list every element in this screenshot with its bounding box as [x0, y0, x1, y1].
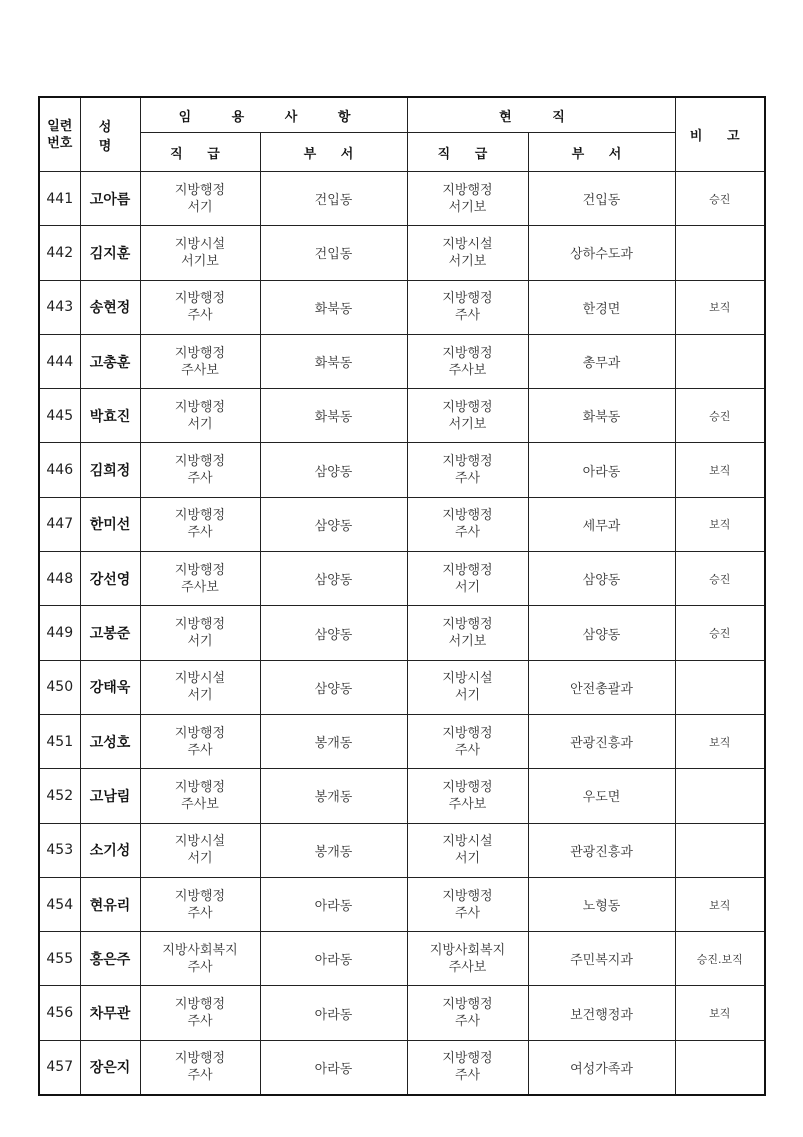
appointment-dept-cell: [260, 1040, 407, 1095]
appointment-rank-cell-text: 주사: [187, 905, 213, 921]
appointment-dept-cell-text: 화북동: [314, 356, 353, 372]
name-cell-text: 홍은주: [89, 951, 131, 968]
appointment-rank-cell-text: 지방행정: [174, 617, 226, 633]
current-rank-cell: [407, 877, 528, 931]
table-row: [39, 986, 765, 1040]
serial-number-cell-text: 450: [46, 679, 74, 696]
current-rank-cell-text: 주사: [454, 1068, 481, 1084]
note-cell-text: 승진: [709, 627, 731, 641]
appointment-rank-cell-text: 주사: [187, 742, 213, 758]
current-rank-cell-text: 서기: [454, 579, 481, 595]
current-rank-cell-text: 서기보: [448, 199, 487, 215]
name-cell: [80, 877, 140, 931]
appointment-dept-cell: [260, 443, 407, 497]
appointment-rank-cell-text: 주사: [187, 471, 213, 487]
current-dept-cell: [528, 172, 675, 226]
table-body: [39, 172, 765, 1096]
appointment-dept-cell: [260, 280, 407, 334]
serial-header-line1: 일련: [47, 118, 73, 134]
serial-number-cell-text: 446: [46, 462, 74, 479]
appointment-rank-cell-text: 주사보: [181, 579, 219, 595]
name-header: 성 명: [80, 97, 140, 172]
appointment-dept-cell-text: 화북동: [314, 410, 353, 426]
appointment-rank-cell-text: 서기: [187, 688, 213, 704]
appointment-dept-cell: [260, 932, 407, 986]
current-dept-cell-text: 주민복지과: [570, 953, 633, 969]
appointment-dept-cell: [260, 986, 407, 1040]
serial-number-cell-text: 447: [46, 516, 74, 533]
serial-number-cell: [39, 497, 80, 551]
appointment-dept-cell: [260, 606, 407, 660]
appointment-dept-cell-text: 아라동: [314, 1061, 353, 1077]
serial-number-cell-text: 455: [46, 950, 74, 967]
current-rank-cell-text: 서기보: [448, 634, 487, 650]
serial-number-cell: [39, 769, 80, 823]
current-dept-cell: [528, 280, 675, 334]
appointment-rank-cell-text: 지방행정: [174, 291, 226, 307]
note-cell: [675, 714, 765, 768]
appointment-dept-cell-text: 화북동: [314, 301, 353, 317]
note-cell: [675, 660, 765, 714]
appointment-rank-cell: [140, 389, 260, 443]
current-rank-header: 직 급: [407, 133, 528, 172]
current-rank-cell-text: 지방행정: [442, 725, 493, 741]
serial-number-cell-text: 449: [46, 625, 74, 642]
name-cell-text: 고성호: [89, 734, 131, 751]
table-row: [39, 932, 765, 986]
appointment-rank-cell-text: 지방행정: [174, 562, 226, 578]
note-cell: [675, 280, 765, 334]
serial-number-cell-text: 441: [46, 190, 74, 207]
current-dept-cell: [528, 443, 675, 497]
current-rank-cell-text: 지방행정: [442, 454, 493, 470]
appointment-rank-cell: [140, 226, 260, 280]
current-rank-cell-text: 지방시설: [442, 834, 493, 850]
appointment-rank-cell: [140, 172, 260, 226]
serial-number-cell-text: 451: [46, 733, 74, 750]
appointment-rank-cell-text: 지방행정: [174, 779, 226, 795]
appointment-rank-cell: [140, 443, 260, 497]
serial-number-cell-text: 452: [46, 787, 74, 804]
current-rank-cell: [407, 714, 528, 768]
current-rank-cell: [407, 769, 528, 823]
serial-number-cell-text: 457: [46, 1059, 74, 1076]
note-cell-text: 승진: [709, 409, 731, 423]
note-cell-text: 보직: [709, 898, 731, 912]
serial-number-cell: [39, 823, 80, 877]
table-row: [39, 823, 765, 877]
current-rank-cell: [407, 552, 528, 606]
appointment-dept-cell-text: 아라동: [314, 953, 353, 969]
appointment-dept-cell: [260, 823, 407, 877]
name-cell: [80, 226, 140, 280]
note-cell-text: 보직: [709, 464, 731, 478]
current-dept-cell-text: 총무과: [582, 356, 621, 372]
note-cell: [675, 172, 765, 226]
current-rank-cell-text: 서기: [454, 688, 481, 704]
current-rank-cell-text: 지방사회복지: [429, 942, 506, 958]
current-rank-cell-text: 주사: [454, 308, 481, 324]
appointment-rank-cell-text: 지방시설: [174, 236, 226, 252]
current-rank-cell-text: 주사: [454, 471, 481, 487]
serial-number-cell-text: 454: [46, 896, 74, 913]
current-rank-cell: [407, 443, 528, 497]
current-rank-cell-text: 서기보: [448, 416, 487, 432]
name-cell: [80, 443, 140, 497]
current-dept-cell: [528, 552, 675, 606]
appointment-rank-cell-text: 서기: [187, 416, 213, 432]
note-cell-text: 보직: [709, 1007, 731, 1021]
appointment-dept-cell: [260, 769, 407, 823]
current-rank-cell-text: 서기: [454, 851, 481, 867]
appointment-rank-cell: [140, 552, 260, 606]
current-dept-cell: [528, 877, 675, 931]
appointment-dept-cell-text: 삼양동: [314, 681, 353, 697]
appointment-rank-cell: [140, 823, 260, 877]
table-row: [39, 334, 765, 388]
serial-number-cell: [39, 552, 80, 606]
current-dept-cell: [528, 823, 675, 877]
current-rank-cell: [407, 172, 528, 226]
table-header: [39, 97, 765, 172]
appointment-dept-cell: [260, 660, 407, 714]
note-cell: [675, 932, 765, 986]
current-rank-cell: [407, 226, 528, 280]
name-cell-text: 고봉준: [89, 626, 131, 643]
appointment-rank-cell: [140, 660, 260, 714]
serial-number-cell: [39, 986, 80, 1040]
current-rank-cell-text: 지방행정: [442, 508, 493, 524]
name-cell-text: 차무관: [89, 1006, 131, 1023]
appointment-rank-cell: [140, 606, 260, 660]
appointment-rank-cell-text: 지방행정: [174, 997, 226, 1013]
note-cell: [675, 497, 765, 551]
appointment-rank-cell-text: 지방행정: [174, 399, 226, 415]
appointment-rank-cell-text: 지방행정: [174, 182, 226, 198]
current-rank-cell: [407, 986, 528, 1040]
name-cell: [80, 769, 140, 823]
appointment-rank-cell-text: 지방행정: [174, 725, 226, 741]
appointment-rank-cell-text: 서기: [187, 199, 213, 215]
serial-number-cell: [39, 660, 80, 714]
note-cell: [675, 443, 765, 497]
appointment-rank-cell-text: 지방행정: [174, 1051, 226, 1067]
serial-number-cell-text: 456: [46, 1005, 74, 1022]
serial-number-cell-text: 448: [46, 570, 74, 587]
current-rank-cell-text: 지방행정: [442, 888, 493, 904]
current-rank-cell-text: 지방행정: [442, 399, 493, 415]
current-dept-cell-text: 여성가족과: [570, 1061, 633, 1077]
current-dept-cell-text: 안전총괄과: [570, 681, 633, 697]
note-cell: [675, 1040, 765, 1095]
note-cell: [675, 552, 765, 606]
note-header: 비 고: [675, 97, 765, 172]
appointment-dept-cell-text: 아라동: [314, 1007, 353, 1023]
appointment-rank-cell: [140, 769, 260, 823]
name-cell-text: 김지훈: [89, 245, 131, 262]
current-dept-cell: [528, 334, 675, 388]
appointment-dept-cell-text: 삼양동: [314, 464, 353, 480]
name-cell-text: 소기성: [89, 843, 131, 860]
name-cell-text: 고아름: [89, 191, 131, 208]
appointment-rank-cell-text: 서기: [187, 851, 213, 867]
current-rank-cell-text: 서기보: [448, 253, 487, 269]
current-dept-header: 부 서: [528, 133, 675, 172]
note-cell-text: 승진: [709, 572, 731, 586]
name-cell: [80, 660, 140, 714]
appointment-rank-cell-text: 지방시설: [174, 671, 226, 687]
appointment-dept-cell-text: 삼양동: [314, 627, 353, 643]
appointment-dept-cell: [260, 714, 407, 768]
current-rank-cell-text: 주사보: [448, 796, 487, 812]
appointment-rank-cell: [140, 877, 260, 931]
name-cell-text: 현유리: [89, 897, 131, 914]
appointment-dept-cell: [260, 877, 407, 931]
name-cell: [80, 932, 140, 986]
note-cell: [675, 334, 765, 388]
note-cell: [675, 823, 765, 877]
current-dept-cell: [528, 714, 675, 768]
current-rank-cell: [407, 389, 528, 443]
name-cell-text: 고총훈: [89, 354, 131, 371]
appointment-dept-header: 부 서: [260, 133, 407, 172]
table-row: [39, 497, 765, 551]
name-cell-text: 강태욱: [89, 680, 131, 697]
current-dept-cell-text: 노형동: [582, 899, 621, 914]
note-cell: [675, 226, 765, 280]
name-cell-text: 한미선: [89, 517, 131, 534]
serial-number-cell: [39, 1040, 80, 1095]
table-row: [39, 660, 765, 714]
serial-number-cell-text: 442: [46, 244, 74, 261]
appointment-rank-cell: [140, 280, 260, 334]
appointment-rank-cell-text: 지방행정: [174, 454, 226, 470]
appointment-dept-cell-text: 봉개동: [314, 736, 353, 752]
table-row: [39, 877, 765, 931]
appointment-dept-cell-text: 삼양동: [314, 518, 353, 534]
note-cell: [675, 986, 765, 1040]
current-dept-cell-text: 관광진흥과: [570, 736, 633, 752]
current-dept-cell: [528, 389, 675, 443]
table-row: [39, 389, 765, 443]
table-row: [39, 714, 765, 768]
current-rank-cell: [407, 932, 528, 986]
current-dept-cell-text: 보건행정과: [570, 1007, 633, 1023]
table-row: [39, 769, 765, 823]
appointment-rank-cell: [140, 932, 260, 986]
current-dept-cell-text: 우도면: [582, 790, 621, 806]
appointment-dept-cell-text: 봉개동: [314, 844, 353, 860]
current-dept-cell-text: 상하수도과: [570, 247, 633, 263]
current-dept-cell: [528, 1040, 675, 1095]
note-cell-text: 보직: [709, 518, 731, 532]
current-dept-cell-text: 관광진흥과: [570, 844, 633, 860]
appointment-dept-cell: [260, 172, 407, 226]
current-rank-cell-text: 주사: [454, 905, 481, 921]
appointment-rank-cell-text: 주사: [187, 1068, 213, 1084]
serial-number-cell-text: 453: [46, 842, 74, 859]
appointment-rank-cell-text: 주사: [187, 308, 213, 324]
appointment-dept-cell: [260, 497, 407, 551]
current-rank-cell-text: 주사: [454, 1014, 481, 1030]
name-cell: [80, 1040, 140, 1095]
current-dept-cell-text: 삼양동: [582, 627, 621, 643]
appointment-rank-cell-text: 주사보: [181, 796, 219, 812]
table-row: [39, 172, 765, 226]
appointment-dept-cell: [260, 334, 407, 388]
appointment-dept-cell-text: 삼양동: [314, 573, 353, 589]
note-cell: [675, 769, 765, 823]
appointment-rank-cell: [140, 1040, 260, 1095]
serial-number-cell: [39, 443, 80, 497]
appointment-rank-cell: [140, 497, 260, 551]
current-rank-cell-text: 지방행정: [442, 291, 493, 307]
note-cell-text: 보직: [709, 301, 731, 315]
name-cell: [80, 552, 140, 606]
current-dept-cell: [528, 660, 675, 714]
current-position-header: 현 직: [407, 97, 675, 133]
appointment-dept-cell: [260, 552, 407, 606]
appointment-rank-cell: [140, 714, 260, 768]
current-rank-cell-text: 지방행정: [442, 1051, 493, 1067]
table-row: [39, 606, 765, 660]
appointment-dept-cell-text: 봉개동: [314, 790, 353, 806]
current-rank-cell: [407, 1040, 528, 1095]
serial-number-cell: [39, 932, 80, 986]
appointment-rank-cell-text: 서기보: [181, 253, 219, 269]
current-dept-cell-text: 건입동: [582, 193, 621, 209]
name-cell-text: 장은지: [89, 1060, 131, 1077]
current-rank-cell-text: 주사: [454, 742, 481, 758]
name-cell: [80, 497, 140, 551]
current-rank-cell: [407, 280, 528, 334]
name-cell: [80, 280, 140, 334]
appointment-rank-cell-text: 주사: [187, 1014, 213, 1030]
personnel-table: [38, 96, 766, 1096]
current-dept-cell-text: 화북동: [582, 410, 621, 426]
note-cell-text: 보직: [709, 735, 731, 749]
appointment-rank-cell: [140, 334, 260, 388]
appointment-rank-cell-text: 지방시설: [174, 834, 226, 850]
serial-number-cell: [39, 877, 80, 931]
note-cell: [675, 877, 765, 931]
table-row: [39, 1040, 765, 1095]
name-cell-text: 고남림: [89, 788, 131, 805]
name-cell-text: 송현정: [89, 300, 131, 317]
serial-number-cell: [39, 172, 80, 226]
current-rank-cell: [407, 606, 528, 660]
note-cell: [675, 606, 765, 660]
current-rank-cell-text: 지방시설: [442, 671, 493, 687]
name-cell: [80, 714, 140, 768]
name-cell: [80, 389, 140, 443]
current-rank-cell-text: 지방행정: [442, 617, 493, 633]
name-cell: [80, 823, 140, 877]
appointment-dept-cell-text: 건입동: [314, 193, 353, 209]
name-cell: [80, 172, 140, 226]
current-rank-cell: [407, 823, 528, 877]
current-rank-cell-text: 지방시설: [442, 236, 493, 252]
name-cell-text: 강선영: [89, 571, 131, 588]
current-dept-cell-text: 삼양동: [582, 573, 621, 589]
name-cell: [80, 986, 140, 1040]
appointment-header: 임 용 사 항: [140, 97, 407, 133]
appointment-dept-cell-text: 아라동: [314, 899, 353, 914]
serial-number-cell-text: 443: [46, 299, 74, 316]
current-dept-cell: [528, 606, 675, 660]
table-row: [39, 226, 765, 280]
current-rank-cell-text: 지방행정: [442, 182, 493, 198]
appointment-rank-cell-text: 지방행정: [174, 508, 226, 524]
appointment-rank-cell-text: 주사: [187, 959, 213, 975]
current-dept-cell: [528, 226, 675, 280]
table-row: [39, 280, 765, 334]
serial-number-cell: [39, 714, 80, 768]
appointment-rank-cell-text: 지방행정: [174, 345, 226, 361]
serial-number-cell-text: 445: [46, 407, 74, 424]
serial-number-cell-text: 444: [46, 353, 74, 370]
appointment-rank-cell: [140, 986, 260, 1040]
serial-number-cell: [39, 334, 80, 388]
note-cell-text: 승진: [709, 192, 731, 206]
note-cell: [675, 389, 765, 443]
name-cell-text: 박효진: [89, 408, 131, 425]
serial-number-cell: [39, 226, 80, 280]
serial-header-line2: 번호: [47, 135, 73, 151]
serial-number-cell: [39, 606, 80, 660]
current-dept-cell-text: 세무과: [582, 518, 621, 534]
name-cell: [80, 606, 140, 660]
current-dept-cell-text: 아라동: [582, 464, 621, 480]
current-rank-cell-text: 지방행정: [442, 345, 493, 361]
appointment-dept-cell: [260, 226, 407, 280]
current-dept-cell: [528, 986, 675, 1040]
current-rank-cell-text: 주사: [454, 525, 481, 541]
name-cell-text: 김희정: [89, 463, 131, 480]
appointment-dept-cell: [260, 389, 407, 443]
serial-header: [39, 97, 80, 172]
current-dept-cell: [528, 497, 675, 551]
appointment-rank-cell-text: 서기: [187, 634, 213, 650]
table-row: [39, 443, 765, 497]
note-cell-text: 승진.보직: [696, 952, 743, 966]
current-rank-cell-text: 지방행정: [442, 562, 493, 578]
current-rank-cell-text: 주사보: [448, 362, 487, 378]
current-dept-cell: [528, 769, 675, 823]
appointment-rank-cell-text: 주사: [187, 525, 213, 541]
current-rank-cell-text: 주사보: [448, 959, 487, 975]
name-cell: [80, 334, 140, 388]
appointment-rank-cell-text: 주사보: [181, 362, 219, 378]
current-rank-cell-text: 지방행정: [442, 779, 493, 795]
current-rank-cell: [407, 660, 528, 714]
serial-number-cell: [39, 280, 80, 334]
appointment-rank-cell-text: 지방사회복지: [162, 942, 238, 958]
table-row: [39, 552, 765, 606]
current-dept-cell: [528, 932, 675, 986]
current-rank-cell: [407, 334, 528, 388]
current-rank-cell-text: 지방행정: [442, 997, 493, 1013]
current-rank-cell: [407, 497, 528, 551]
appointment-dept-cell-text: 건입동: [314, 247, 353, 263]
serial-number-cell: [39, 389, 80, 443]
current-dept-cell-text: 한경면: [582, 301, 621, 317]
appointment-rank-cell-text: 지방행정: [174, 888, 226, 904]
appointment-rank-header: 직 급: [140, 133, 260, 172]
